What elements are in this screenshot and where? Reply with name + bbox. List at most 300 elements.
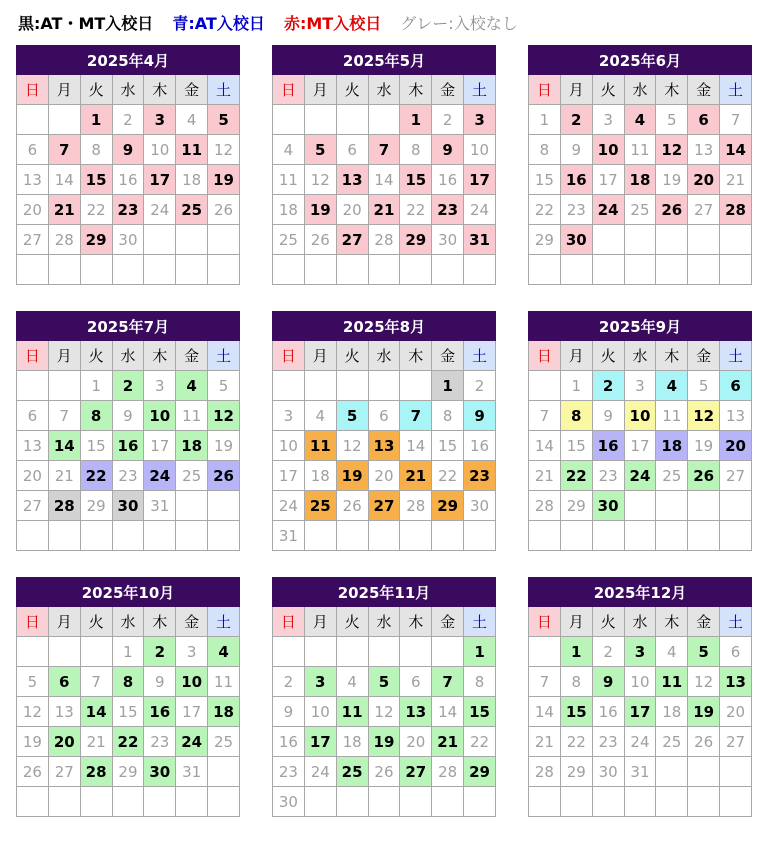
day-cell: 9: [464, 401, 496, 431]
empty-day-cell: [144, 787, 176, 817]
day-cell: 19: [368, 727, 400, 757]
day-cell: 21: [368, 195, 400, 225]
weekday-header: 水: [112, 607, 144, 637]
day-cell: 21: [432, 727, 464, 757]
empty-day-cell: [336, 637, 368, 667]
empty-day-cell: [48, 255, 80, 285]
day-cell: 17: [464, 165, 496, 195]
day-cell: 12: [688, 401, 720, 431]
day-cell: 8: [80, 401, 112, 431]
day-cell: 15: [560, 431, 592, 461]
week-row: [17, 401, 240, 431]
day-cell: 9: [144, 667, 176, 697]
week-row: [273, 105, 496, 135]
day-cell: 2: [112, 371, 144, 401]
day-cell: 26: [688, 461, 720, 491]
day-cell: 5: [304, 135, 336, 165]
month-calendar: [272, 45, 496, 285]
empty-day-cell: [273, 637, 305, 667]
weekday-header: 水: [368, 75, 400, 105]
day-cell: 17: [144, 165, 176, 195]
day-cell: 12: [208, 135, 240, 165]
week-row: [529, 461, 752, 491]
empty-day-cell: [80, 255, 112, 285]
day-cell: 28: [529, 757, 561, 787]
weekday-header: 木: [144, 607, 176, 637]
day-cell: 14: [368, 165, 400, 195]
legend: [18, 10, 532, 38]
empty-day-cell: [48, 787, 80, 817]
day-cell: 14: [48, 165, 80, 195]
day-cell: 22: [432, 461, 464, 491]
day-cell: 4: [176, 371, 208, 401]
empty-day-cell: [176, 255, 208, 285]
weekday-header: 金: [432, 75, 464, 105]
day-cell: 22: [112, 727, 144, 757]
day-cell: 2: [592, 637, 624, 667]
weekday-header: 日: [273, 607, 305, 637]
empty-day-cell: [48, 637, 80, 667]
day-cell: 5: [208, 371, 240, 401]
empty-day-cell: [144, 521, 176, 551]
month-title: 2025年5月: [273, 46, 496, 75]
day-cell: 31: [144, 491, 176, 521]
day-cell: 20: [368, 461, 400, 491]
day-cell: 3: [624, 637, 656, 667]
day-cell: 23: [560, 195, 592, 225]
day-cell: 26: [656, 195, 688, 225]
day-cell: 8: [432, 401, 464, 431]
empty-day-cell: [144, 255, 176, 285]
week-row: [273, 431, 496, 461]
empty-day-cell: [400, 371, 432, 401]
day-cell: 30: [112, 491, 144, 521]
day-cell: 27: [48, 757, 80, 787]
empty-day-cell: [592, 225, 624, 255]
day-cell: 24: [273, 491, 305, 521]
day-cell: 16: [144, 697, 176, 727]
empty-day-cell: [368, 787, 400, 817]
day-cell: 13: [688, 135, 720, 165]
day-cell: 5: [688, 371, 720, 401]
day-cell: 28: [368, 225, 400, 255]
weekday-header: 月: [304, 341, 336, 371]
day-cell: 29: [560, 757, 592, 787]
weekday-header: 金: [176, 341, 208, 371]
day-cell: 15: [80, 165, 112, 195]
weekday-header: 日: [529, 607, 561, 637]
weekday-header: 土: [208, 607, 240, 637]
empty-day-cell: [560, 787, 592, 817]
day-cell: 19: [17, 727, 49, 757]
day-cell: 8: [112, 667, 144, 697]
day-cell: 20: [688, 165, 720, 195]
day-cell: 28: [720, 195, 752, 225]
day-cell: 11: [208, 667, 240, 697]
empty-day-cell: [48, 371, 80, 401]
empty-day-cell: [208, 521, 240, 551]
week-row: [273, 255, 496, 285]
empty-day-cell: [176, 491, 208, 521]
day-cell: 23: [464, 461, 496, 491]
empty-day-cell: [720, 255, 752, 285]
day-cell: 30: [560, 225, 592, 255]
day-cell: 24: [144, 195, 176, 225]
day-cell: 1: [400, 105, 432, 135]
week-row: [17, 667, 240, 697]
day-cell: 27: [368, 491, 400, 521]
empty-day-cell: [529, 787, 561, 817]
empty-day-cell: [17, 255, 49, 285]
day-cell: 4: [336, 667, 368, 697]
day-cell: 20: [17, 195, 49, 225]
empty-day-cell: [529, 521, 561, 551]
legend-item-mt: 赤:MT入校日: [283, 14, 382, 33]
week-row: [273, 697, 496, 727]
day-cell: 21: [48, 461, 80, 491]
day-cell: 4: [304, 401, 336, 431]
day-cell: 5: [368, 667, 400, 697]
day-cell: 11: [273, 165, 305, 195]
week-row: [17, 637, 240, 667]
day-cell: 25: [273, 225, 305, 255]
day-cell: 21: [48, 195, 80, 225]
week-row: [273, 461, 496, 491]
day-cell: 26: [304, 225, 336, 255]
day-cell: 12: [304, 165, 336, 195]
day-cell: 24: [176, 727, 208, 757]
month-title: 2025年11月: [273, 578, 496, 607]
day-cell: 4: [273, 135, 305, 165]
empty-day-cell: [529, 255, 561, 285]
empty-day-cell: [529, 371, 561, 401]
weekday-header: 月: [48, 75, 80, 105]
day-cell: 16: [560, 165, 592, 195]
day-cell: 14: [48, 431, 80, 461]
empty-day-cell: [464, 255, 496, 285]
week-row: [529, 787, 752, 817]
day-cell: 25: [208, 727, 240, 757]
day-cell: 31: [464, 225, 496, 255]
empty-day-cell: [656, 787, 688, 817]
weekday-header: 土: [464, 607, 496, 637]
day-cell: 4: [176, 105, 208, 135]
day-cell: 12: [688, 667, 720, 697]
week-row: [529, 521, 752, 551]
day-cell: 9: [112, 401, 144, 431]
legend-item-none: グレー:入校なし: [400, 14, 518, 33]
day-cell: 31: [273, 521, 305, 551]
day-cell: 28: [400, 491, 432, 521]
empty-day-cell: [624, 225, 656, 255]
empty-day-cell: [273, 255, 305, 285]
day-cell: 18: [176, 165, 208, 195]
day-cell: 20: [720, 431, 752, 461]
day-cell: 6: [688, 105, 720, 135]
day-cell: 1: [529, 105, 561, 135]
empty-day-cell: [80, 521, 112, 551]
week-row: [17, 727, 240, 757]
empty-day-cell: [464, 787, 496, 817]
day-cell: 10: [144, 135, 176, 165]
day-cell: 3: [624, 371, 656, 401]
day-cell: 22: [529, 195, 561, 225]
day-cell: 30: [112, 225, 144, 255]
day-cell: 7: [400, 401, 432, 431]
empty-day-cell: [368, 105, 400, 135]
day-cell: 14: [529, 431, 561, 461]
month-title: 2025年4月: [17, 46, 240, 75]
day-cell: 7: [80, 667, 112, 697]
day-cell: 9: [592, 401, 624, 431]
day-cell: 30: [592, 757, 624, 787]
day-cell: 1: [432, 371, 464, 401]
day-cell: 15: [80, 431, 112, 461]
day-cell: 18: [304, 461, 336, 491]
empty-day-cell: [176, 225, 208, 255]
day-cell: 28: [432, 757, 464, 787]
day-cell: 24: [304, 757, 336, 787]
day-cell: 30: [273, 787, 305, 817]
day-cell: 13: [720, 401, 752, 431]
day-cell: 14: [432, 697, 464, 727]
day-cell: 6: [48, 667, 80, 697]
empty-day-cell: [656, 255, 688, 285]
day-cell: 21: [80, 727, 112, 757]
day-cell: 29: [400, 225, 432, 255]
empty-day-cell: [656, 757, 688, 787]
week-row: [529, 697, 752, 727]
day-cell: 13: [368, 431, 400, 461]
day-cell: 5: [656, 105, 688, 135]
empty-day-cell: [336, 521, 368, 551]
empty-day-cell: [80, 637, 112, 667]
day-cell: 11: [336, 697, 368, 727]
empty-day-cell: [464, 521, 496, 551]
day-cell: 9: [112, 135, 144, 165]
day-cell: 23: [144, 727, 176, 757]
weekday-header: 木: [656, 75, 688, 105]
week-row: [17, 371, 240, 401]
empty-day-cell: [400, 521, 432, 551]
weekday-header: 金: [688, 341, 720, 371]
month-calendar: [528, 45, 752, 285]
day-cell: 18: [273, 195, 305, 225]
day-cell: 9: [560, 135, 592, 165]
day-cell: 30: [592, 491, 624, 521]
week-row: [17, 461, 240, 491]
weekday-header: 日: [17, 341, 49, 371]
weekday-header: 土: [720, 75, 752, 105]
day-cell: 9: [592, 667, 624, 697]
day-cell: 30: [464, 491, 496, 521]
day-cell: 17: [592, 165, 624, 195]
day-cell: 26: [17, 757, 49, 787]
weekday-header: 土: [464, 341, 496, 371]
empty-day-cell: [720, 225, 752, 255]
week-row: [529, 225, 752, 255]
day-cell: 16: [464, 431, 496, 461]
weekday-header: 水: [368, 607, 400, 637]
empty-day-cell: [688, 225, 720, 255]
empty-day-cell: [560, 255, 592, 285]
day-cell: 24: [464, 195, 496, 225]
weekday-header: 日: [273, 341, 305, 371]
week-row: [273, 195, 496, 225]
month-calendar: [16, 311, 240, 551]
day-cell: 18: [624, 165, 656, 195]
day-cell: 25: [656, 461, 688, 491]
day-cell: 16: [273, 727, 305, 757]
weekday-header: 火: [592, 75, 624, 105]
empty-day-cell: [368, 521, 400, 551]
weekday-header: 水: [368, 341, 400, 371]
day-cell: 3: [304, 667, 336, 697]
empty-day-cell: [592, 255, 624, 285]
day-cell: 13: [400, 697, 432, 727]
day-cell: 16: [592, 431, 624, 461]
day-cell: 26: [336, 491, 368, 521]
weekday-header: 水: [112, 341, 144, 371]
week-row: [273, 165, 496, 195]
weekday-header: 金: [688, 607, 720, 637]
month-calendar: [272, 311, 496, 551]
week-row: [17, 521, 240, 551]
day-cell: 4: [208, 637, 240, 667]
month-calendar: [16, 577, 240, 817]
empty-day-cell: [400, 255, 432, 285]
day-cell: 27: [720, 461, 752, 491]
day-cell: 7: [720, 105, 752, 135]
empty-day-cell: [432, 637, 464, 667]
week-row: [273, 225, 496, 255]
month-title: 2025年10月: [17, 578, 240, 607]
weekday-header: 火: [80, 607, 112, 637]
weekday-header: 月: [48, 607, 80, 637]
empty-day-cell: [48, 521, 80, 551]
day-cell: 12: [368, 697, 400, 727]
day-cell: 13: [336, 165, 368, 195]
week-row: [17, 255, 240, 285]
weekday-header: 金: [432, 341, 464, 371]
week-row: [17, 697, 240, 727]
weekday-header: 土: [464, 75, 496, 105]
month-calendar: [16, 45, 240, 285]
day-cell: 19: [304, 195, 336, 225]
empty-day-cell: [560, 521, 592, 551]
day-cell: 27: [688, 195, 720, 225]
weekday-header: 土: [208, 75, 240, 105]
day-cell: 15: [432, 431, 464, 461]
day-cell: 6: [17, 135, 49, 165]
empty-day-cell: [432, 521, 464, 551]
empty-day-cell: [368, 255, 400, 285]
month-title: 2025年7月: [17, 312, 240, 341]
empty-day-cell: [336, 105, 368, 135]
day-cell: 6: [720, 371, 752, 401]
day-cell: 17: [144, 431, 176, 461]
weekday-header: 水: [624, 341, 656, 371]
week-row: [17, 225, 240, 255]
day-cell: 23: [592, 727, 624, 757]
weekday-header: 火: [592, 607, 624, 637]
day-cell: 18: [176, 431, 208, 461]
day-cell: 23: [273, 757, 305, 787]
day-cell: 10: [176, 667, 208, 697]
day-cell: 27: [17, 491, 49, 521]
week-row: [273, 401, 496, 431]
day-cell: 27: [400, 757, 432, 787]
day-cell: 31: [624, 757, 656, 787]
day-cell: 23: [432, 195, 464, 225]
empty-day-cell: [688, 491, 720, 521]
day-cell: 29: [560, 491, 592, 521]
weekday-header: 木: [656, 607, 688, 637]
empty-day-cell: [17, 105, 49, 135]
week-row: [273, 371, 496, 401]
weekday-header: 月: [560, 75, 592, 105]
empty-day-cell: [304, 371, 336, 401]
day-cell: 28: [48, 225, 80, 255]
weekday-header: 木: [400, 607, 432, 637]
day-cell: 22: [400, 195, 432, 225]
month-title: 2025年12月: [529, 578, 752, 607]
empty-day-cell: [304, 787, 336, 817]
day-cell: 2: [560, 105, 592, 135]
weekday-header: 金: [432, 607, 464, 637]
day-cell: 22: [80, 195, 112, 225]
empty-day-cell: [624, 787, 656, 817]
day-cell: 3: [464, 105, 496, 135]
day-cell: 20: [720, 697, 752, 727]
day-cell: 20: [336, 195, 368, 225]
empty-day-cell: [336, 787, 368, 817]
day-cell: 11: [624, 135, 656, 165]
day-cell: 1: [80, 371, 112, 401]
day-cell: 7: [48, 135, 80, 165]
day-cell: 7: [368, 135, 400, 165]
day-cell: 1: [560, 637, 592, 667]
weekday-header: 木: [400, 75, 432, 105]
day-cell: 23: [112, 195, 144, 225]
week-row: [17, 491, 240, 521]
week-row: [529, 165, 752, 195]
day-cell: 15: [400, 165, 432, 195]
empty-day-cell: [656, 225, 688, 255]
empty-day-cell: [624, 255, 656, 285]
week-row: [529, 431, 752, 461]
week-row: [273, 787, 496, 817]
empty-day-cell: [208, 225, 240, 255]
empty-day-cell: [720, 787, 752, 817]
week-row: [273, 727, 496, 757]
empty-day-cell: [592, 521, 624, 551]
empty-day-cell: [17, 787, 49, 817]
weekday-header: 火: [592, 341, 624, 371]
week-row: [273, 491, 496, 521]
day-cell: 15: [560, 697, 592, 727]
day-cell: 3: [144, 371, 176, 401]
day-cell: 31: [176, 757, 208, 787]
empty-day-cell: [176, 787, 208, 817]
day-cell: 19: [208, 431, 240, 461]
day-cell: 25: [304, 491, 336, 521]
month-calendar: [528, 577, 752, 817]
day-cell: 18: [656, 697, 688, 727]
weekday-header: 木: [144, 341, 176, 371]
day-cell: 25: [176, 195, 208, 225]
week-row: [17, 787, 240, 817]
